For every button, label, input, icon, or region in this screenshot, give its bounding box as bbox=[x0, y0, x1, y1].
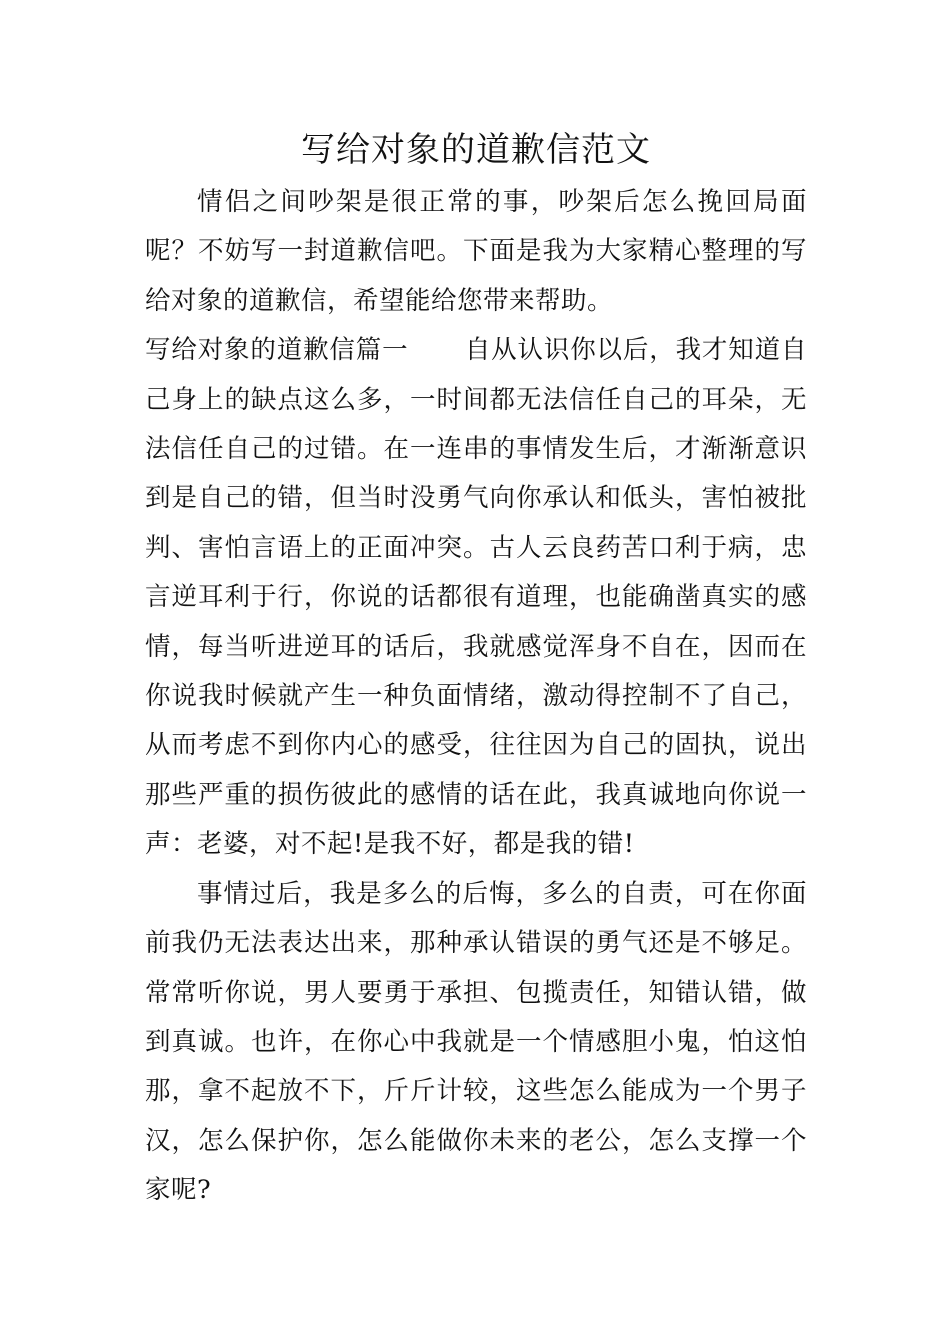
section-heading: 写给对象的道歉信篇一 bbox=[145, 335, 409, 366]
document-content bbox=[145, 128, 807, 1216]
section-body: 自从认识你以后，我才知道自己身上的缺点这么多，一时间都无法信任自己的耳朵，无法信任自己的过错。在一连串的事情发生后，才渐渐意识到是自己的错，但当时没勇气向你承认和低头，害怕被批判、害怕言语上的正面冲突。古人云良药苦口利于病，忠言逆耳利于行，你说的话都很有道理，也能确凿真实的感情，每当听进逆耳的话后，我就感觉浑身不自在，因而在你说我时候就产生一种负面情绪，激动得控制不了自己，从而考虑不到你内心的感受，往往因为自己的固执，说出那些严重的损伤彼此的感情的话在此，我真诚地向你说一声：老婆，对不起!是我不好，都是我的错! bbox=[145, 335, 807, 860]
body-paragraph-2: 事情过后，我是多么的后悔，多么的自责，可在你面前我仍无法表达出来，那种承认错误的勇气还是不够足。常常听你说，男人要勇于承担、包揽责任，知错认错，做到真诚。也许，在你心中我就是一个情感胆小鬼，怕这怕那，拿不起放不下，斤斤计较，这些怎么能成为一个男子汉，怎么保护你，怎么能做你未来的老公，怎么支撑一个家呢? bbox=[145, 878, 807, 1206]
document-title: 写给对象的道歉信范文 bbox=[301, 130, 651, 170]
intro-paragraph: 情侣之间吵架是很正常的事，吵架后怎么挽回局面呢？不妨写一封道歉信吧。下面是我为大家精心整理的写给对象的道歉信，希望能给您带来帮助。 bbox=[145, 187, 807, 316]
section-one-paragraph bbox=[145, 326, 807, 869]
